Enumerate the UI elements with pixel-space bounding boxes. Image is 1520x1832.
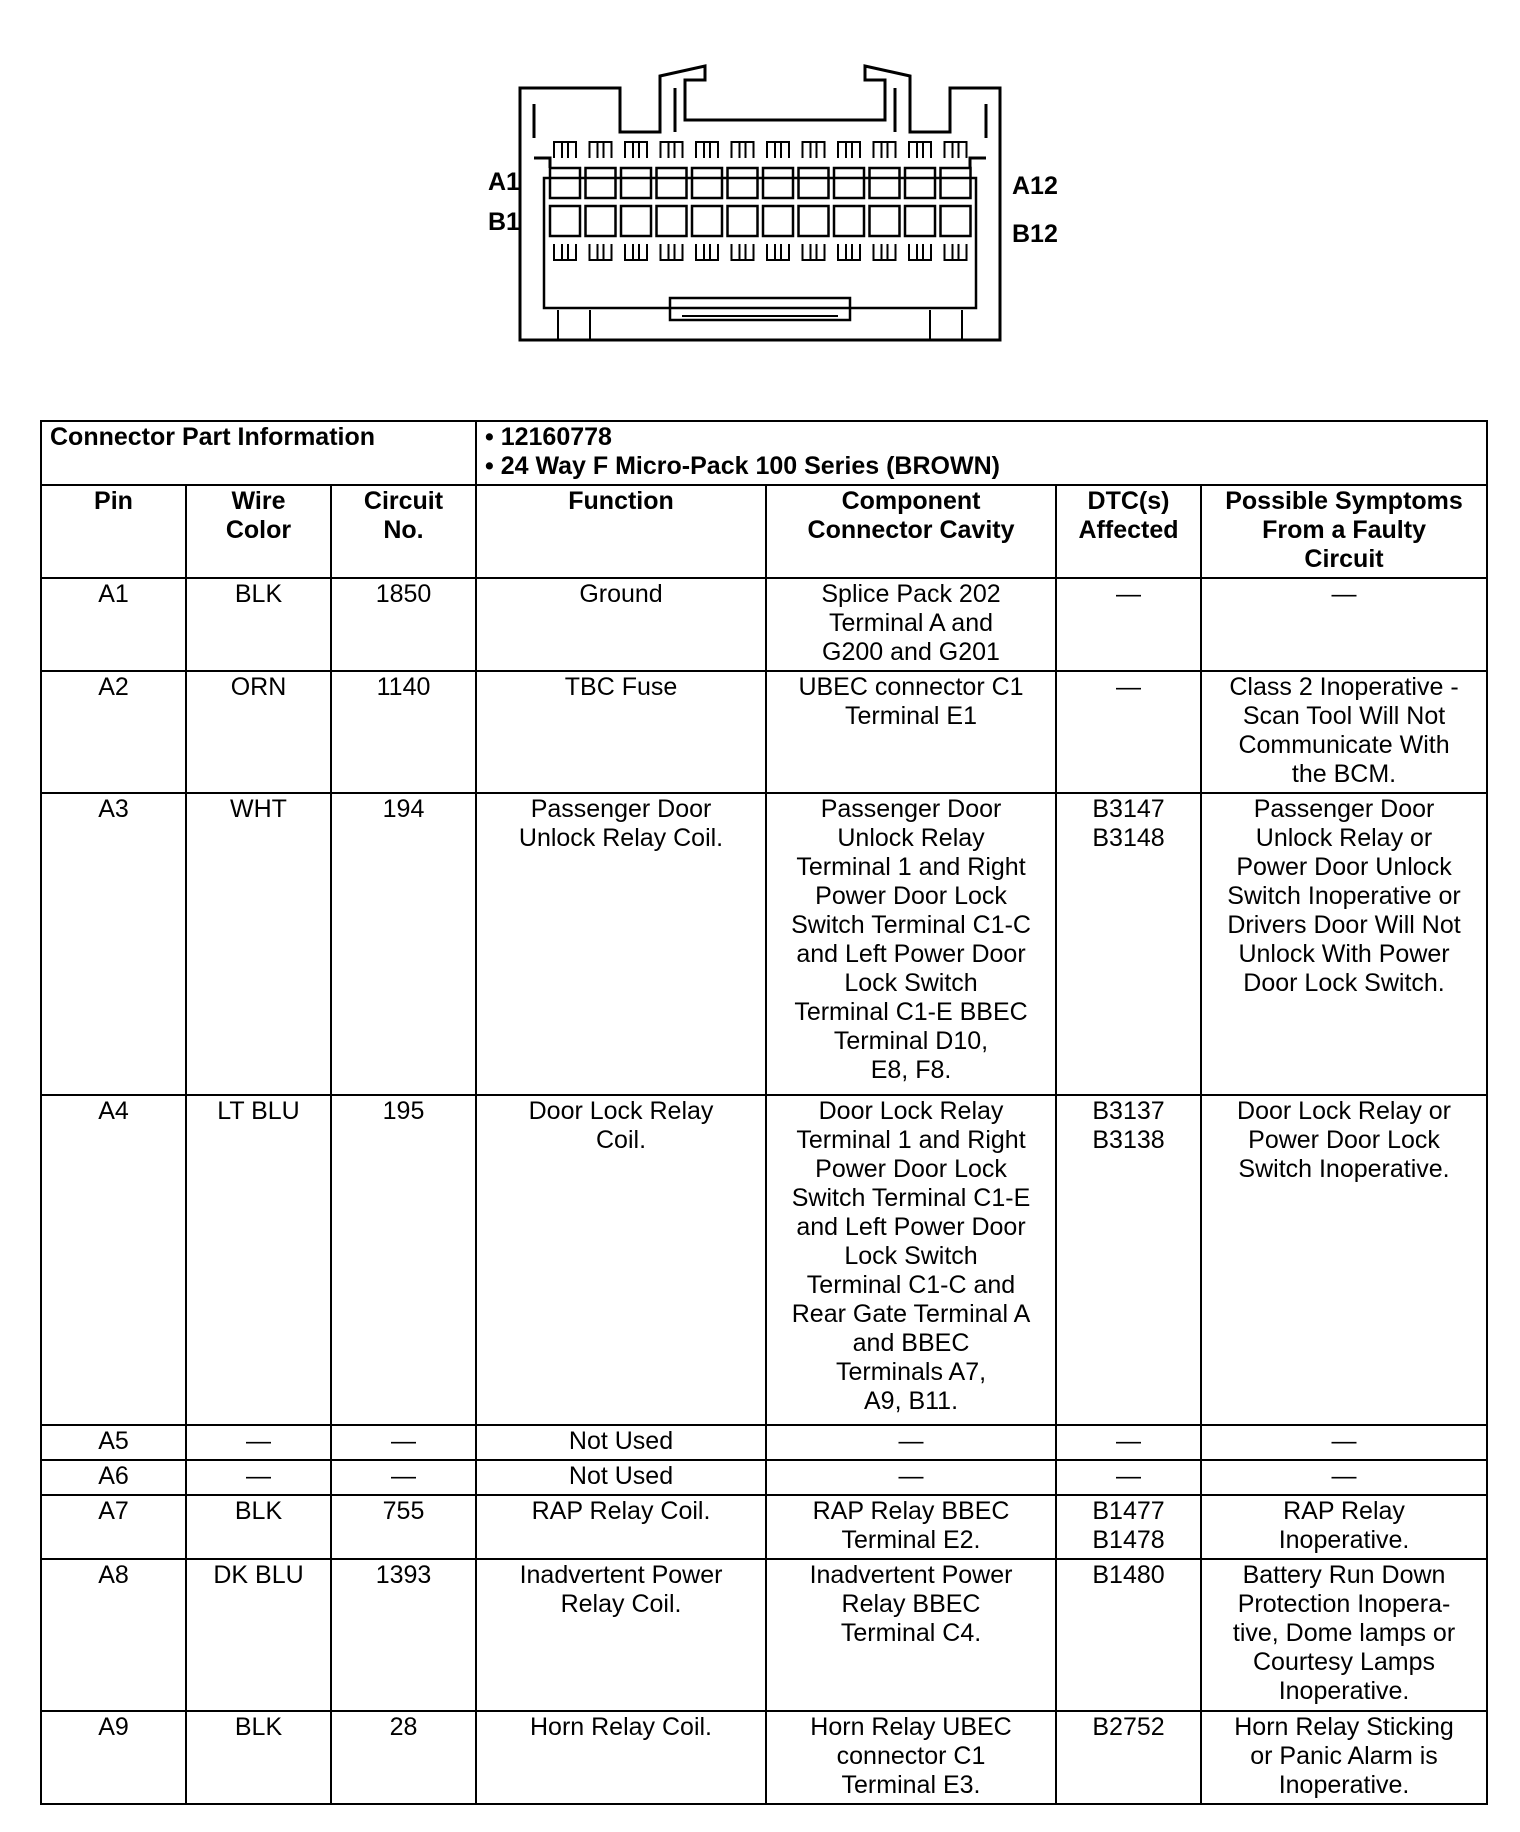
part-description: • 24 Way F Micro-Pack 100 Series (BROWN) xyxy=(485,452,1482,481)
pin-tab-bottom xyxy=(554,244,576,260)
cavity-b xyxy=(941,206,971,236)
pin-label-a1: A1 xyxy=(488,168,520,196)
cavity-b xyxy=(550,206,580,236)
pin-tab-bottom xyxy=(732,244,754,260)
table-row xyxy=(41,578,1487,671)
cavity-b xyxy=(834,206,864,236)
header-cavity: Component Connector Cavity xyxy=(766,485,1056,578)
pin-tab-bottom xyxy=(767,244,789,260)
cavity-b xyxy=(621,206,651,236)
pin-tabs-top xyxy=(554,142,967,158)
pin-tab-bottom xyxy=(661,244,683,260)
pin-tab-bottom xyxy=(874,244,896,260)
cell-function: TBC Fuse xyxy=(476,671,766,793)
cell-circuit: — xyxy=(331,1460,476,1495)
cell-circuit: 194 xyxy=(331,793,476,1095)
pin-tab-top xyxy=(945,142,967,158)
cavity-a xyxy=(941,168,971,198)
pin-tab-top xyxy=(767,142,789,158)
cell-dtc: B1477 B1478 xyxy=(1056,1495,1201,1559)
pin-tab-top xyxy=(909,142,931,158)
cell-function: Inadvertent Power Relay Coil. xyxy=(476,1559,766,1711)
cell-function: Not Used xyxy=(476,1460,766,1495)
pin-label-b12: B12 xyxy=(1012,220,1058,248)
cell-pin: A6 xyxy=(41,1460,186,1495)
cavity-row-b xyxy=(550,206,971,236)
cell-circuit: 755 xyxy=(331,1495,476,1559)
cell-circuit: 1140 xyxy=(331,671,476,793)
cell-cavity: Splice Pack 202 Terminal A and G200 and G201 xyxy=(766,578,1056,671)
cell-dtc: — xyxy=(1056,1460,1201,1495)
cell-cavity: RAP Relay BBEC Terminal E2. xyxy=(766,1495,1056,1559)
part-number: • 12160778 xyxy=(485,423,1482,452)
pin-tab-bottom xyxy=(625,244,647,260)
cavity-a xyxy=(799,168,829,198)
cell-function: Passenger Door Unlock Relay Coil. xyxy=(476,793,766,1095)
header-wire-color: Wire Color xyxy=(186,485,331,578)
connector-pinout-table xyxy=(40,420,1488,1805)
cavity-row-a xyxy=(550,168,971,198)
pin-tab-top xyxy=(732,142,754,158)
pin-tab-top xyxy=(554,142,576,158)
cell-symptoms: — xyxy=(1201,578,1487,671)
cavity-b xyxy=(799,206,829,236)
cell-wire-color: ORN xyxy=(186,671,331,793)
pin-tab-top xyxy=(696,142,718,158)
cell-pin: A5 xyxy=(41,1425,186,1460)
cavity-b xyxy=(870,206,900,236)
cell-pin: A7 xyxy=(41,1495,186,1559)
cell-function: Door Lock Relay Coil. xyxy=(476,1095,766,1425)
cell-symptoms: Class 2 Inoperative - Scan Tool Will Not Communicate With the BCM. xyxy=(1201,671,1487,793)
cavity-a xyxy=(905,168,935,198)
cell-cavity: UBEC connector C1 Terminal E1 xyxy=(766,671,1056,793)
table-row xyxy=(41,1095,1487,1425)
part-info-label: Connector Part Information xyxy=(41,421,476,485)
cell-symptoms: Battery Run Down Protection Inopera- tive, Dome lamps or Courtesy Lamps Inoperative. xyxy=(1201,1559,1487,1711)
cell-dtc: B3147 B3148 xyxy=(1056,793,1201,1095)
cell-symptoms: — xyxy=(1201,1425,1487,1460)
cavity-a xyxy=(870,168,900,198)
cavity-a xyxy=(763,168,793,198)
cell-function: Ground xyxy=(476,578,766,671)
cell-wire-color: — xyxy=(186,1425,331,1460)
cell-pin: A2 xyxy=(41,671,186,793)
cell-pin: A9 xyxy=(41,1711,186,1804)
cell-wire-color: BLK xyxy=(186,1711,331,1804)
cell-wire-color: BLK xyxy=(186,578,331,671)
connector-diagram xyxy=(470,48,1070,348)
cell-cavity: Horn Relay UBEC connector C1 Terminal E3. xyxy=(766,1711,1056,1804)
cell-circuit: — xyxy=(331,1425,476,1460)
cell-dtc: B2752 xyxy=(1056,1711,1201,1804)
cell-pin: A1 xyxy=(41,578,186,671)
cell-pin: A3 xyxy=(41,793,186,1095)
cell-pin: A8 xyxy=(41,1559,186,1711)
cell-dtc: B1480 xyxy=(1056,1559,1201,1711)
table-body xyxy=(41,578,1487,1804)
cavity-a xyxy=(586,168,616,198)
cell-circuit: 1393 xyxy=(331,1559,476,1711)
pin-tab-bottom xyxy=(838,244,860,260)
cavity-b xyxy=(763,206,793,236)
cell-dtc: — xyxy=(1056,671,1201,793)
cell-wire-color: BLK xyxy=(186,1495,331,1559)
cell-symptoms: RAP Relay Inoperative. xyxy=(1201,1495,1487,1559)
cell-wire-color: — xyxy=(186,1460,331,1495)
pin-tab-bottom xyxy=(696,244,718,260)
pin-tab-bottom xyxy=(945,244,967,260)
cell-symptoms: — xyxy=(1201,1460,1487,1495)
cavity-b xyxy=(728,206,758,236)
pin-tab-bottom xyxy=(590,244,612,260)
cell-pin: A4 xyxy=(41,1095,186,1425)
cell-cavity: Passenger Door Unlock Relay Terminal 1 and Right Power Door Lock Switch Terminal C1-C and Left Power Door Lock Switch Terminal C1-E BBEC Terminal D10, E8, F8. xyxy=(766,793,1056,1095)
pin-label-b1: B1 xyxy=(488,208,520,236)
cell-dtc: B3137 B3138 xyxy=(1056,1095,1201,1425)
header-circuit-no: Circuit No. xyxy=(331,485,476,578)
cell-wire-color: DK BLU xyxy=(186,1559,331,1711)
header-symptoms: Possible Symptoms From a Faulty Circuit xyxy=(1201,485,1487,578)
cell-cavity: — xyxy=(766,1460,1056,1495)
pin-tab-bottom xyxy=(803,244,825,260)
part-info-row xyxy=(41,421,1487,485)
pin-tab-top xyxy=(661,142,683,158)
table-row xyxy=(41,1495,1487,1559)
pin-tab-top xyxy=(838,142,860,158)
table-row xyxy=(41,1460,1487,1495)
cell-dtc: — xyxy=(1056,1425,1201,1460)
cavity-a xyxy=(550,168,580,198)
cell-circuit: 195 xyxy=(331,1095,476,1425)
cavity-a xyxy=(657,168,687,198)
pin-tab-top xyxy=(803,142,825,158)
pin-tabs-bottom xyxy=(554,244,967,260)
cell-cavity: Door Lock Relay Terminal 1 and Right Power Door Lock Switch Terminal C1-E and Left Power Door Lock Switch Terminal C1-C and Rear Gate Terminal A and BBEC Terminals A7, A9, B11. xyxy=(766,1095,1056,1425)
pin-tab-top xyxy=(874,142,896,158)
cavity-a xyxy=(621,168,651,198)
cavity-b xyxy=(586,206,616,236)
cavity-a xyxy=(692,168,722,198)
cell-function: RAP Relay Coil. xyxy=(476,1495,766,1559)
pin-tab-bottom xyxy=(909,244,931,260)
header-dtc: DTC(s) Affected xyxy=(1056,485,1201,578)
cell-function: Not Used xyxy=(476,1425,766,1460)
cavity-b xyxy=(657,206,687,236)
cell-dtc: — xyxy=(1056,578,1201,671)
header-pin: Pin xyxy=(41,485,186,578)
table-row xyxy=(41,1559,1487,1711)
cell-circuit: 28 xyxy=(331,1711,476,1804)
cell-wire-color: WHT xyxy=(186,793,331,1095)
table-row xyxy=(41,1425,1487,1460)
cell-cavity: Inadvertent Power Relay BBEC Terminal C4. xyxy=(766,1559,1056,1711)
cell-symptoms: Passenger Door Unlock Relay or Power Door Unlock Switch Inoperative or Drivers Door Will Not Unlock With Power Door Lock Switch. xyxy=(1201,793,1487,1095)
connector-outline xyxy=(470,48,1070,348)
cell-cavity: — xyxy=(766,1425,1056,1460)
cell-wire-color: LT BLU xyxy=(186,1095,331,1425)
pin-tab-top xyxy=(625,142,647,158)
cavity-a xyxy=(834,168,864,198)
table-row xyxy=(41,1711,1487,1804)
table-row xyxy=(41,793,1487,1095)
cell-circuit: 1850 xyxy=(331,578,476,671)
cell-function: Horn Relay Coil. xyxy=(476,1711,766,1804)
cell-symptoms: Door Lock Relay or Power Door Lock Switch Inoperative. xyxy=(1201,1095,1487,1425)
cell-symptoms: Horn Relay Sticking or Panic Alarm is Inoperative. xyxy=(1201,1711,1487,1804)
pin-tab-top xyxy=(590,142,612,158)
cavity-b xyxy=(905,206,935,236)
header-row xyxy=(41,485,1487,578)
header-function: Function xyxy=(476,485,766,578)
table-row xyxy=(41,671,1487,793)
cavity-b xyxy=(692,206,722,236)
part-info-values xyxy=(476,421,1487,485)
pin-label-a12: A12 xyxy=(1012,172,1058,200)
cavity-a xyxy=(728,168,758,198)
